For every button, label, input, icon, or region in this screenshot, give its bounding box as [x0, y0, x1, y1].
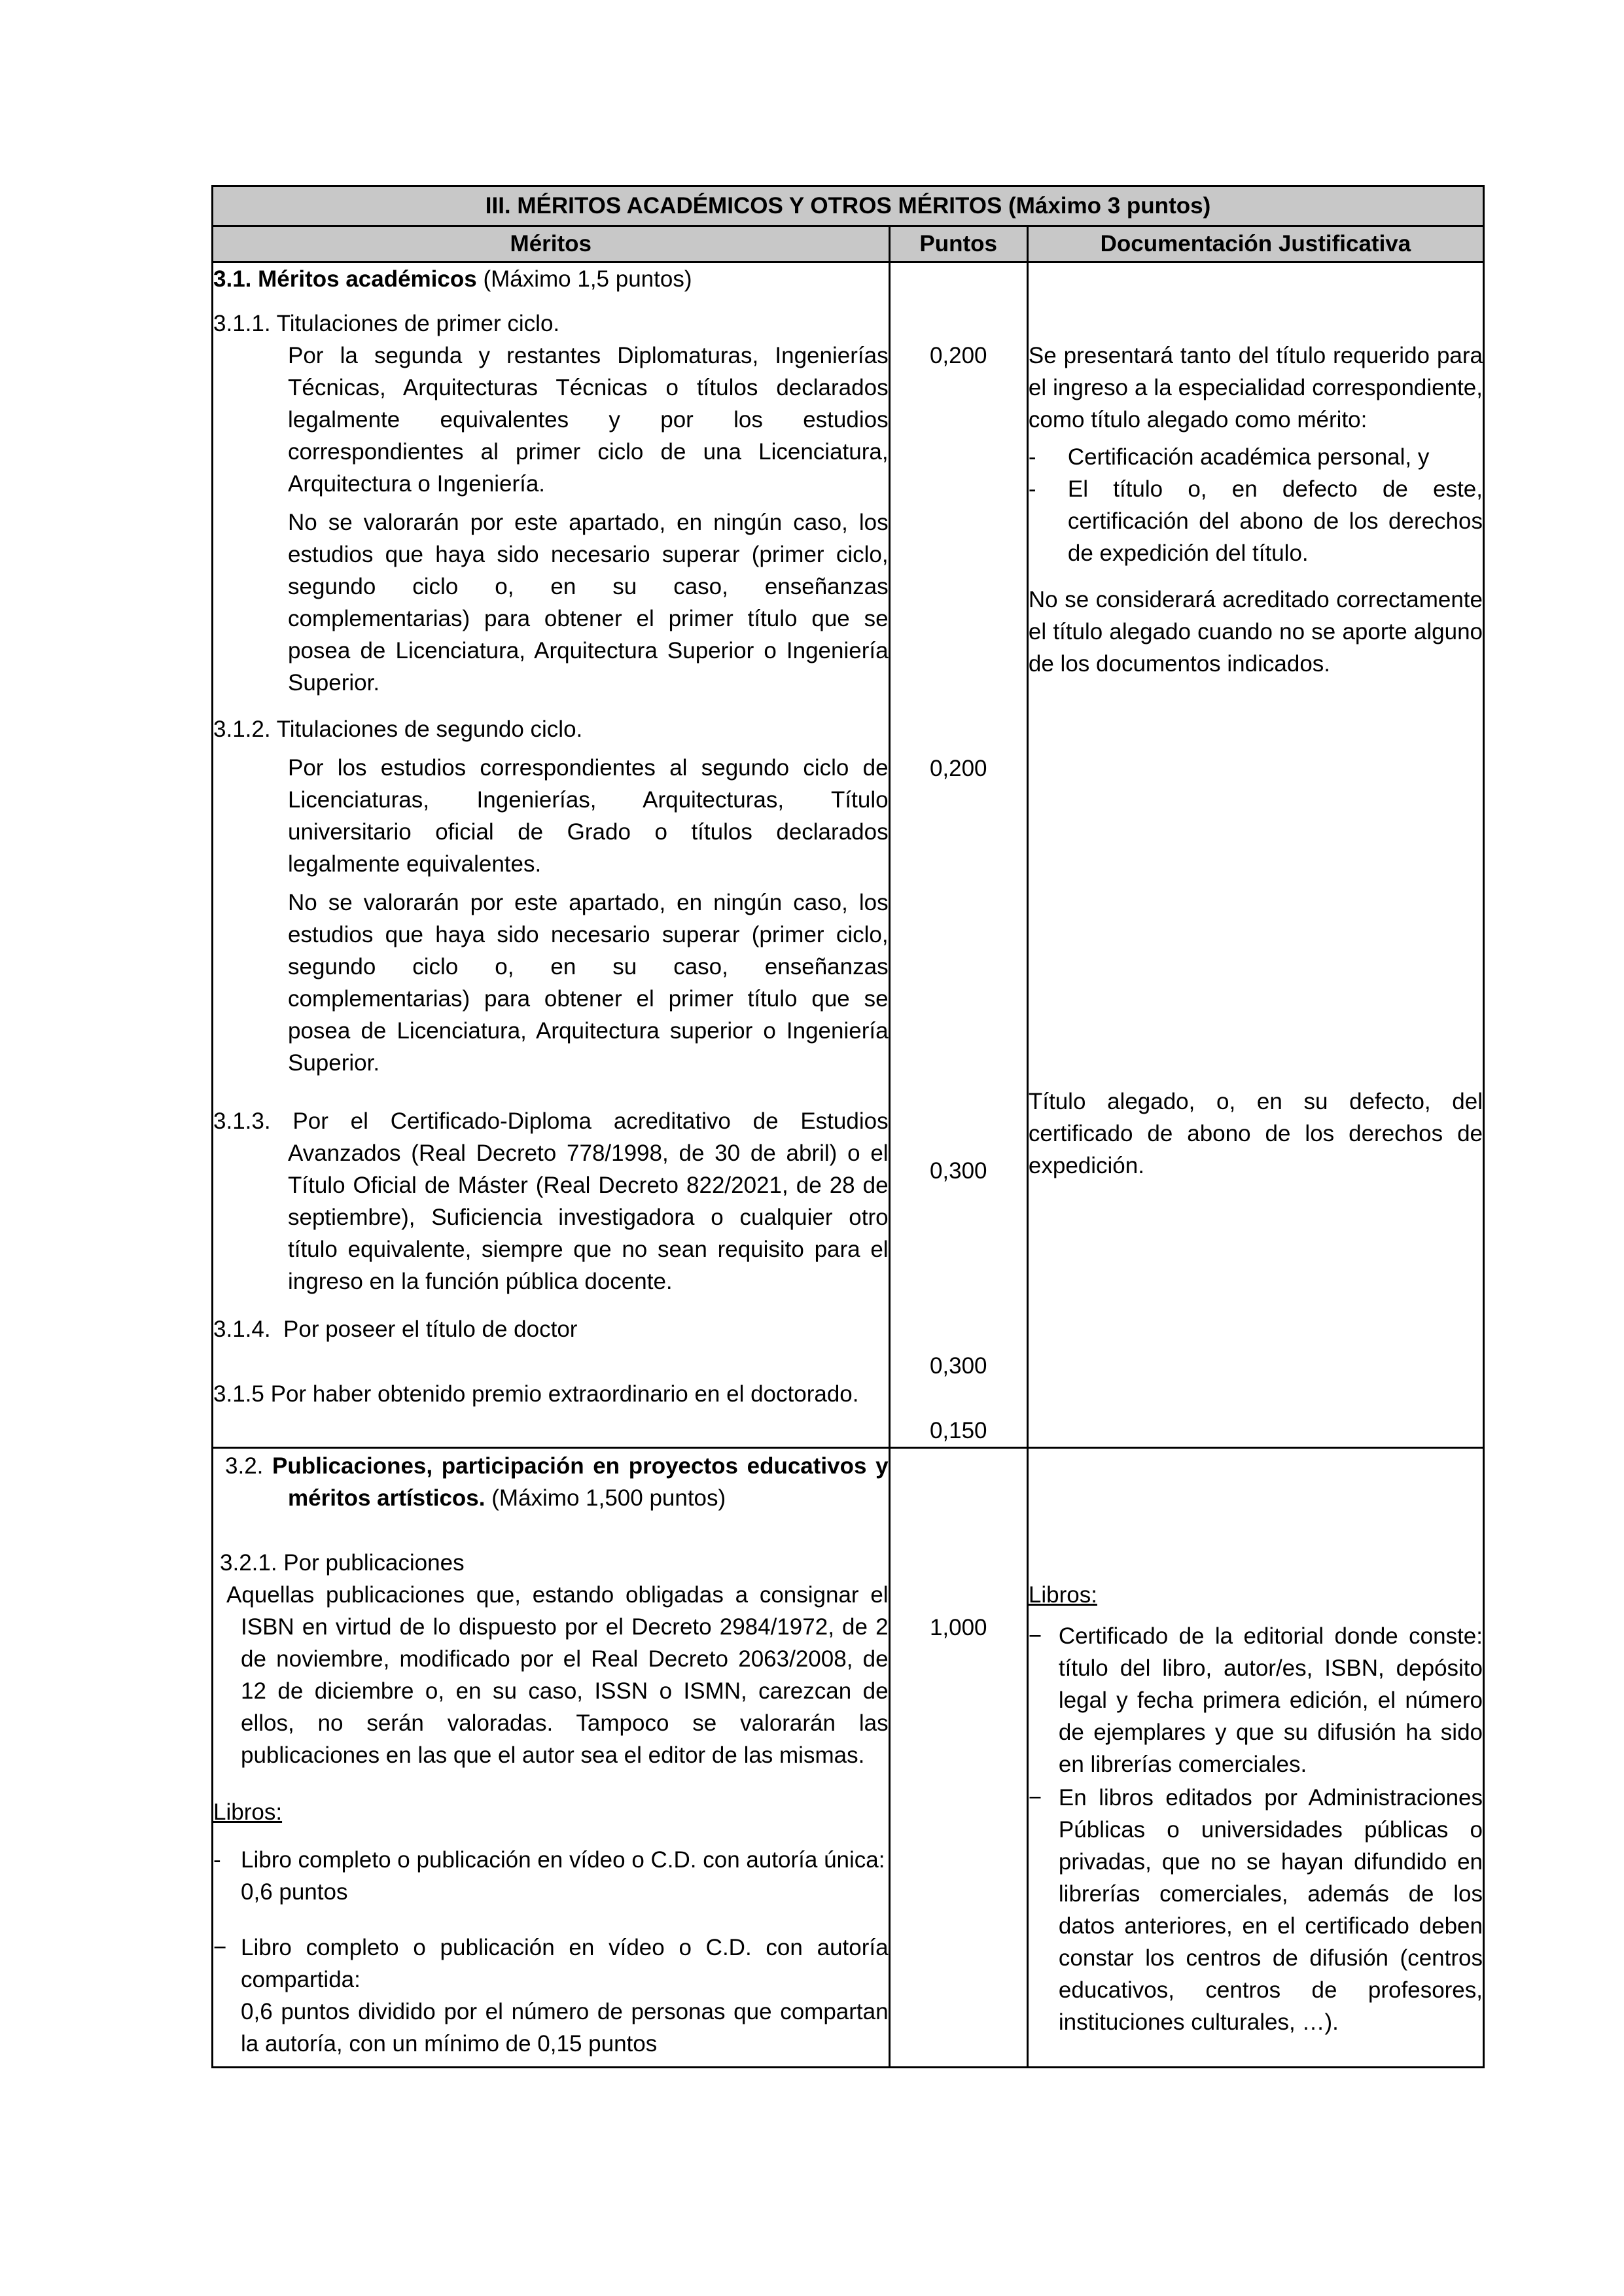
item-3-1-1-label: 3.1.1. Titulaciones de primer ciclo. — [213, 311, 560, 336]
section-3-1-number: 3.1. — [213, 266, 252, 292]
header-merits: Méritos — [213, 226, 890, 262]
item-3-1-1-text: Por la segunda y restantes Diplomaturas, Ingenierías Técnicas, Arquitecturas Técnicas o títulos declarados legalmente equivalentes y por los estudios correspondientes al primer ciclo de una Licenciatura, Arquitectura o Ingeniería. — [288, 343, 889, 497]
section-3-2-number: 3.2. — [225, 1453, 264, 1479]
section-3-2-max: (Máximo 1,500 puntos) — [491, 1485, 726, 1511]
dash-bullet: − — [213, 1935, 227, 1960]
dash-bullet: - — [1028, 444, 1036, 470]
section-3-1-docs — [1027, 262, 1483, 1448]
table-title-row — [213, 186, 1484, 226]
docs-book-item-1 — [1029, 1620, 1483, 1780]
item-3-1-4-label: 3.1.4. — [213, 1316, 271, 1342]
book-item-2 — [213, 1932, 889, 2060]
book-item-1-text: Libro completo o publicación en vídeo o C.D. con autoría única: — [241, 1847, 885, 1873]
dash-bullet: − — [1028, 1623, 1042, 1649]
points-3-1-1: 0,200 — [929, 343, 987, 368]
section-3-2-title: Publicaciones, participación en proyectos educativos y méritos artísticos. — [272, 1453, 889, 1511]
item-3-1-3-text: Por el Certificado-Diploma acreditativo de Estudios Avanzados (Real Decreto 778/1998, de 30 de abril) o el Título Oficial de Máster (Real Decreto 822/2021, de 28 de septiembre), Suficiencia investigadora o cualquier otro título equivalente, siempre que no sean requisito para el ingreso en la función pública docente. — [288, 1108, 889, 1294]
points-3-1-4: 0,300 — [929, 1353, 987, 1379]
item-3-1-3 — [213, 1105, 889, 1298]
section-3-2-docs — [1027, 1448, 1483, 2068]
item-3-1-5-text: Por haber obtenido premio extraordinario en el doctorado. — [270, 1381, 859, 1407]
points-3-1-2: 0,200 — [929, 756, 987, 781]
item-3-1-2-text: Por los estudios correspondientes al segundo ciclo de Licenciaturas, Ingenierías, Arquitecturas, Título universitario oficial de Grado o títulos declarados legalmente equivalentes. — [288, 755, 889, 877]
item-3-2-1-text: Aquellas publicaciones que, estando obligadas a consignar el ISBN en virtud de lo dispuesto por el Decreto 2984/1972, de 2 de noviembre, modificado por el Real Decreto 2063/2008, de 12 de diciembre o, en su caso, ISSN o ISMN, carezcan de ellos, no serán valoradas. Tampoco se valorarán las publicaciones en las que el autor sea el editor de las mismas. — [226, 1582, 889, 1768]
column-header-row — [213, 226, 1484, 262]
section-3-2-points — [889, 1448, 1027, 2068]
points-3-1-3: 0,300 — [929, 1158, 987, 1184]
item-3-1-5 — [213, 1378, 889, 1410]
header-points: Puntos — [889, 226, 1027, 262]
book-item-2-value: 0,6 puntos dividido por el número de personas que compartan la autoría, con un mínimo de 0,15 puntos — [241, 1999, 889, 2057]
docs-3-1-item-1 — [1029, 441, 1483, 473]
book-item-1 — [213, 1844, 889, 1908]
section-3-1-max: (Máximo 1,5 puntos) — [483, 266, 692, 292]
points-3-1-5: 0,150 — [929, 1418, 987, 1443]
docs-books-label: Libros: — [1028, 1582, 1097, 1608]
book-item-2-text: Libro completo o publicación en vídeo o C.D. con autoría compartida: — [241, 1935, 889, 1992]
section-3-1-title: Méritos académicos — [258, 266, 477, 292]
item-3-2-1-label: 3.2.1. Por publicaciones — [220, 1550, 465, 1576]
docs-book-item-1-text: Certificado de la editorial donde conste: título del libro, autor/es, ISBN, depósito legal y fecha primera edición, el número de ejemplares y que su difusión ha sido en librerías comerciales. — [1058, 1623, 1483, 1777]
dash-bullet: - — [1028, 476, 1036, 502]
docs-book-item-2 — [1029, 1782, 1483, 2038]
section-3-2-row — [213, 1448, 1484, 2068]
docs-3-1-item-2 — [1029, 473, 1483, 569]
section-3-1-row — [213, 262, 1484, 1448]
book-item-1-value: 0,6 puntos — [241, 1879, 348, 1905]
section-3-1-merits — [213, 262, 890, 1448]
docs-3-1-intro: Se presentará tanto del título requerido para el ingreso a la especialidad correspondiente, como título alegado como mérito: — [1028, 343, 1483, 433]
section-3-2-merits — [213, 1448, 890, 2068]
table-title-text: III. MÉRITOS ACADÉMICOS Y OTROS MÉRITOS — [485, 193, 1002, 219]
item-3-1-1-note: No se valorarán por este apartado, en ningún caso, los estudios que haya sido necesario superar (primer ciclo, segundo ciclo o, en su caso, enseñanzas complementarias) para obtener el primer título que se posea de Licenciatura, Arquitectura Superior o Ingeniería Superior. — [288, 510, 889, 696]
dash-bullet: - — [213, 1847, 221, 1873]
docs-3-1-note: No se considerará acreditado correctamente el título alegado cuando no se aporte alguno de los documentos indicados. — [1028, 587, 1483, 677]
merits-table — [211, 185, 1485, 2068]
docs-book-item-2-text: En libros editados por Administraciones Públicas o universidades públicas o privadas, que no se hayan difundido en librerías comerciales, además de los datos anteriores, en el certificado deben constar los centros de difusión (centros educativos, centros de profesores, instituciones culturales, …). — [1058, 1785, 1483, 2035]
item-3-1-2-note: No se valorarán por este apartado, en ningún caso, los estudios que haya sido necesario superar (primer ciclo, segundo ciclo o, en su caso, enseñanzas complementarias) para obtener el primer título que se posea de Licenciatura, Arquitectura superior o Ingeniería Superior. — [288, 890, 889, 1076]
item-3-1-3-label: 3.1.3. — [213, 1108, 271, 1134]
dash-bullet: − — [1028, 1785, 1042, 1810]
section-3-2-heading — [213, 1450, 889, 1514]
item-3-1-5-label: 3.1.5 — [213, 1381, 264, 1407]
docs-3-1-item-1-text: Certificación académica personal, y — [1067, 444, 1430, 470]
section-3-1-points — [889, 262, 1027, 1448]
table-title-max: (Máximo 3 puntos) — [1008, 193, 1211, 219]
header-docs: Documentación Justificativa — [1027, 226, 1483, 262]
table-title — [213, 186, 1484, 226]
books-label: Libros: — [213, 1799, 283, 1825]
item-3-1-2-label: 3.1.2. Titulaciones de segundo ciclo. — [213, 716, 583, 742]
points-3-2-1: 1,000 — [929, 1615, 987, 1640]
docs-3-1-item-2-text: El título o, en defecto de este, certificación del abono de los derechos de expedición del título. — [1067, 476, 1483, 566]
item-3-1-4 — [213, 1313, 889, 1345]
item-3-1-4-text: Por poseer el título de doctor — [283, 1316, 578, 1342]
docs-3-1-3: Título alegado, o, en su defecto, del certificado de abono de los derechos de expedición. — [1028, 1089, 1483, 1178]
